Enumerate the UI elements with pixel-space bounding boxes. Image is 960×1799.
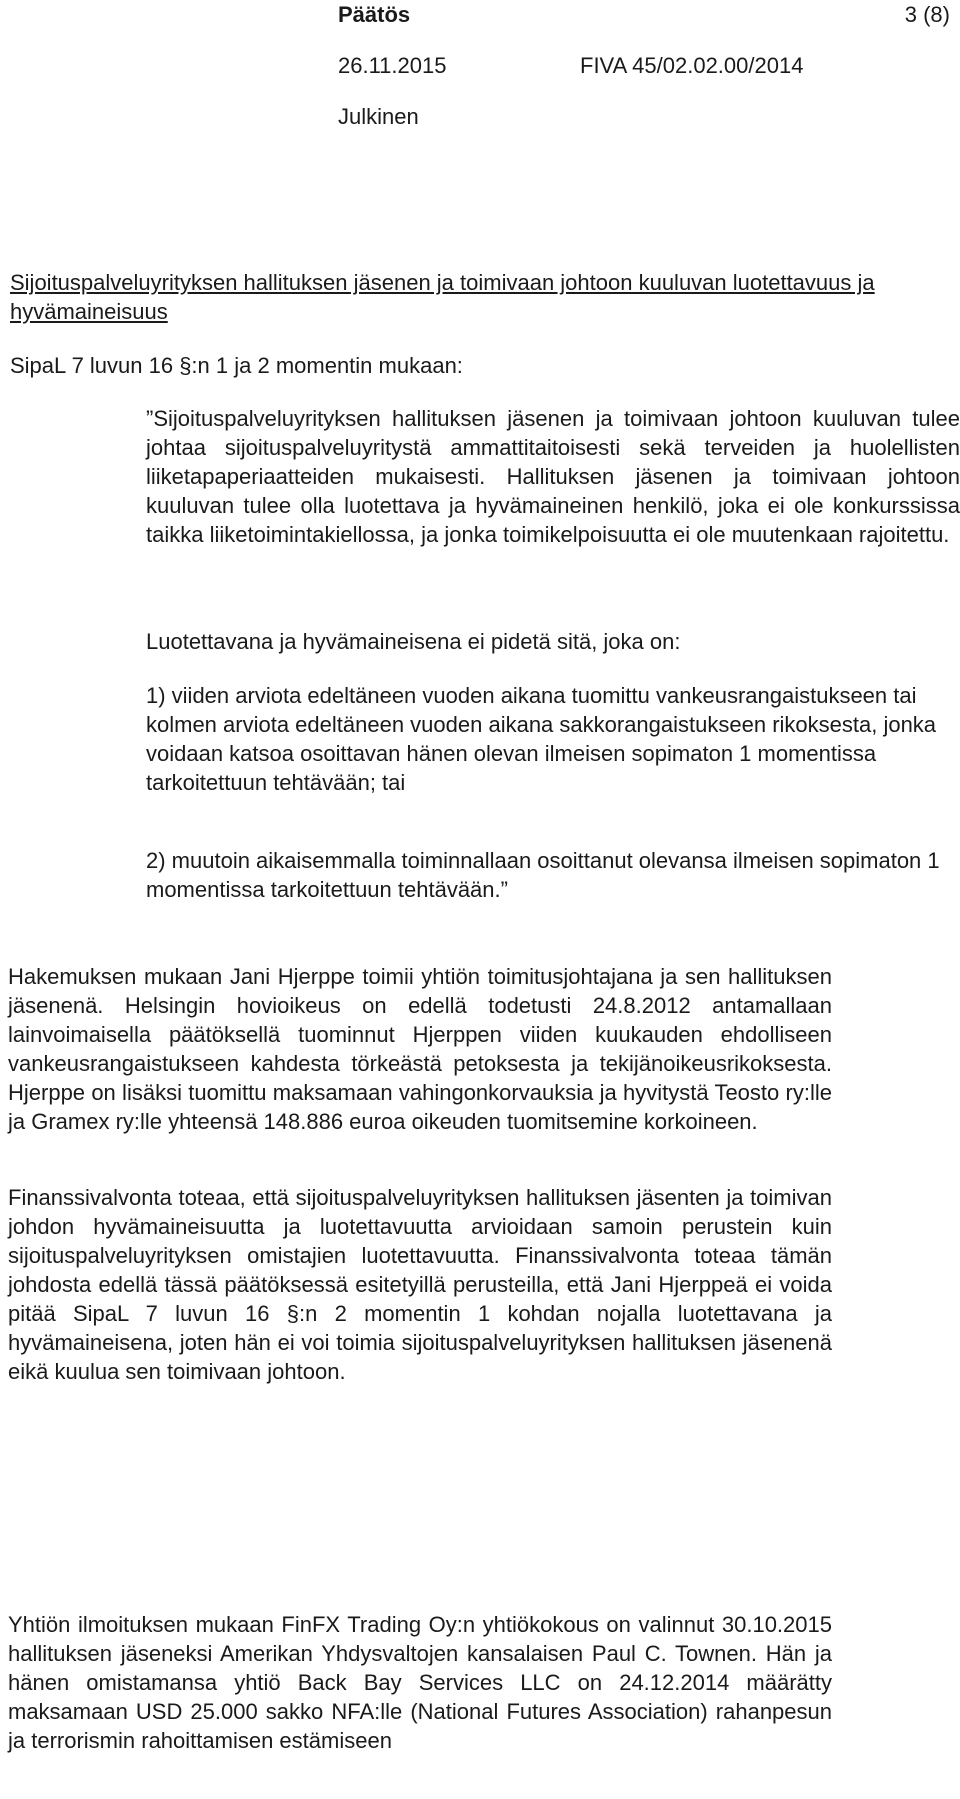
quote-item-text: 2) muutoin aikaisemmalla toiminnallaan osoittanut olevansa ilmeisen sopimaton 1 momentissa tarkoitettuun tehtävään.”: [146, 848, 940, 902]
section-lead: SipaL 7 luvun 16 §:n 1 ja 2 momentin mukaan:: [10, 353, 463, 378]
document-reference: FIVA 45/02.02.00/2014: [580, 53, 804, 78]
document-date: 26.11.2015: [338, 53, 447, 78]
quote-text: ”Sijoituspalveluyrityksen hallituksen jäsenen ja toimivaan johtoon kuuluvan tulee johtaa sijoituspalveluyritystä ammattitaitoisesti sekä terveiden ja huolellisten liiketapaperiaatteiden mukaisesti. Hallituksen jäsenen ja toimivaan johtoon kuuluvan tulee olla luotettava ja hyvämaineinen henkilö, joka ei ole konkurssissa taikka liiketoimintakiellossa, ja jonka toimikelpoisuutta ei ole muutenkaan rajoitettu.: [146, 406, 960, 547]
page-number: 3 (8): [904, 2, 950, 27]
quote-paragraph: [146, 627, 960, 656]
section-heading: Sijoituspalveluyrityksen hallituksen jäsenen ja toimivaan johtoon kuuluvan luotettavuus ja hyvämaineisuus: [10, 270, 875, 324]
quote-list-item: [146, 846, 960, 904]
quote-list-item: [146, 681, 960, 797]
body-paragraph: Yhtiön ilmoituksen mukaan FinFX Trading Oy:n yhtiökokous on valinnut 30.10.2015 hallituksen jäseneksi Amerikan Yhdysvaltojen kansalaisen Paul C. Townen. Hän ja hänen omistamansa yhtiö Back Bay Services LLC on 24.12.2014 määrätty maksamaan USD 25.000 sakko NFA:lle (National Futures Association) rahanpesun ja terrorismin rahoittamisen estämiseen: [8, 1612, 832, 1753]
body-paragraph: Finanssivalvonta toteaa, että sijoituspalveluyrityksen hallituksen jäsenten ja toimivan johdon hyvämaineisuutta ja luotettavuutta arvioidaan samoin perustein kuin sijoituspalveluyrityksen omistajien luotettavuutta. Finanssivalvonta toteaa tämän johdosta edellä tässä päätöksessä esitetyillä perusteilla, että Jani Hjerppeä ei voida pitää SipaL 7 luvun 16 §:n 2 momentin 1 kohdan nojalla luotettavana ja hyvämaineisena, joten hän ei voi toimia sijoituspalveluyrityksen hallituksen jäsenenä eikä kuulua sen toimivaan johtoon.: [8, 1185, 832, 1384]
body-paragraph: Hakemuksen mukaan Jani Hjerppe toimii yhtiön toimitusjohtajana ja sen hallituksen jäsenenä. Helsingin hovioikeus on edellä todetusti 24.8.2012 antamallaan lainvoimaisella päätöksellä tuominnut Hjerppen viiden kuukauden ehdolliseen vankeusrangaistukseen kahdesta törkeästä petoksesta ja tekijänoikeusrikoksesta. Hjerppe on lisäksi tuomittu maksamaan vahingonkorvauksia ja hyvitystä Teosto ry:lle ja Gramex ry:lle yhteensä 148.886 euroa oikeuden tuomitsemine korkoineen.: [8, 964, 832, 1134]
quote-paragraph: [146, 404, 960, 549]
classification-label: Julkinen: [338, 104, 419, 129]
quote-text: Luotettavana ja hyvämaineisena ei pidetä sitä, joka on:: [146, 629, 681, 654]
quote-item-text: 1) viiden arviota edeltäneen vuoden aikana tuomittu vankeusrangaistukseen tai kolmen arviota edeltäneen vuoden aikana sakkorangaistukseen rikoksesta, jonka voidaan katsoa osoittavan hänen olevan ilmeisen sopimaton 1 momentissa tarkoitettuun tehtävään; tai: [146, 683, 937, 795]
document-type-title: Päätös: [338, 2, 411, 27]
